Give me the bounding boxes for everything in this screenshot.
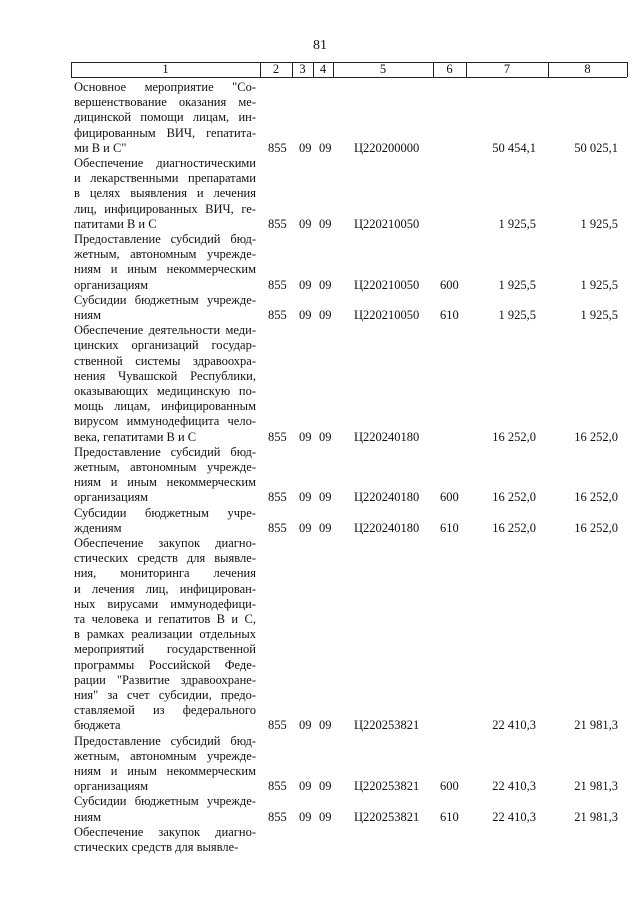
description-line: оказывающих медицинскую по-: [74, 384, 256, 398]
header-col-2: 2: [272, 62, 280, 76]
description-line: программы Российской Феде-: [74, 657, 256, 672]
description-line: цинских организаций государ-: [74, 338, 256, 353]
description-line: мероприятий государственной: [74, 642, 256, 657]
cell-c7: 1 925,5: [498, 216, 536, 231]
cell-c3: 09: [299, 718, 312, 733]
description-line: организациям: [74, 779, 149, 794]
table-row: [0, 80, 640, 156]
description-line: жетным, автономным учрежде-: [74, 748, 256, 763]
table-row: [0, 323, 640, 445]
cell-c8: 1 925,5: [580, 307, 618, 322]
header-col-6: 6: [446, 62, 453, 76]
description-line: Обеспечение закупок диагно-: [74, 536, 256, 550]
description-line: Субсидии бюджетным учре-: [74, 505, 256, 520]
cell-c6: 610: [440, 307, 459, 322]
description-line: Предоставление субсидий бюд-: [74, 733, 256, 748]
header-col-5: 5: [379, 62, 387, 76]
cell-c4: 09: [319, 809, 332, 824]
page-number: 81: [313, 38, 327, 53]
description-line: вершенствование оказания ме-: [74, 95, 256, 110]
cell-c4: 09: [319, 490, 332, 505]
description-line: организациям: [74, 490, 149, 505]
cell-c8: 1 925,5: [580, 216, 618, 231]
header-bottom-border: [71, 77, 627, 78]
description-line: века, гепатитами В и С: [74, 429, 197, 444]
description-line: ных вирусами иммунодефици-: [74, 596, 256, 611]
description-line: патитами В и С: [74, 216, 157, 231]
cell-c6: 610: [440, 520, 459, 535]
cell-c5: Ц220240180: [354, 429, 420, 444]
cell-c5: Ц220210050: [354, 216, 420, 231]
cell-c7: 1 925,5: [498, 277, 536, 292]
cell-c2: 855: [268, 277, 287, 292]
cell-c2: 855: [268, 809, 287, 824]
header-divider: [627, 62, 628, 77]
description-line: ми В и С": [74, 140, 127, 155]
description-line: ждениям: [74, 520, 122, 535]
cell-c3: 09: [299, 216, 312, 231]
header-col-8: 8: [584, 62, 591, 76]
cell-c4: 09: [319, 520, 332, 535]
table-row: [0, 536, 640, 734]
row-description: [74, 323, 256, 445]
description-line: вирусом иммунодефицита чело-: [74, 414, 256, 429]
row-description: [74, 825, 256, 855]
description-line: ниям и иным некоммерческим: [74, 764, 256, 778]
description-line: ственной системы здравоохра-: [74, 353, 256, 368]
description-line: лиц, инфицированных ВИЧ, ге-: [74, 201, 256, 216]
description-line: ния" за счет субсидии, предо-: [74, 688, 256, 703]
description-line: стических средств для выявле-: [74, 840, 239, 854]
row-description: [74, 794, 256, 824]
description-line: фицированным ВИЧ, гепатита-: [74, 125, 256, 140]
row-description: [74, 506, 256, 536]
cell-c4: 09: [319, 718, 332, 733]
cell-c4: 09: [319, 216, 332, 231]
cell-c2: 855: [268, 779, 287, 794]
description-line: ниям: [74, 809, 102, 824]
description-line: стических средств для выявле-: [74, 551, 256, 566]
cell-c5: Ц220210050: [354, 277, 420, 292]
table-row: [0, 232, 640, 293]
description-line: Обеспечение диагностическими: [74, 156, 256, 170]
description-line: та человека и гепатитов В и С,: [74, 612, 256, 627]
cell-c2: 855: [268, 490, 287, 505]
row-description: [74, 80, 256, 156]
cell-c5: Ц220253821: [354, 779, 420, 794]
description-line: бюджета: [74, 718, 121, 733]
cell-c6: 610: [440, 809, 459, 824]
cell-c5: Ц220240180: [354, 520, 420, 535]
cell-c5: Ц220200000: [354, 140, 420, 155]
cell-c5: Ц220253821: [354, 809, 420, 824]
cell-c6: 600: [440, 490, 459, 505]
cell-c7: 22 410,3: [492, 809, 536, 824]
cell-c3: 09: [299, 429, 312, 444]
cell-c3: 09: [299, 520, 312, 535]
cell-c4: 09: [319, 140, 332, 155]
cell-c4: 09: [319, 779, 332, 794]
cell-c3: 09: [299, 307, 312, 322]
cell-c3: 09: [299, 490, 312, 505]
description-line: в целях выявления и лечения: [74, 186, 256, 201]
row-description: [74, 536, 256, 734]
description-line: ния, мониторинга лечения: [74, 566, 256, 581]
table-row: [0, 293, 640, 323]
description-line: жетным, автономным учрежде-: [74, 247, 256, 262]
description-line: ниям и иным некоммерческим: [74, 262, 256, 277]
cell-c6: 600: [440, 277, 459, 292]
description-line: Предоставление субсидий бюд-: [74, 232, 256, 246]
table-row: [0, 825, 640, 855]
cell-c3: 09: [299, 779, 312, 794]
header-col-4: 4: [319, 62, 327, 76]
description-line: ниям и иным некоммерческим: [74, 475, 256, 490]
table-row: [0, 506, 640, 536]
table-row: [0, 445, 640, 506]
cell-c2: 855: [268, 140, 287, 155]
description-line: Обеспечение закупок диагно-: [74, 824, 256, 839]
description-line: нения Чувашской Республики,: [74, 368, 256, 383]
cell-c8: 21 981,3: [574, 779, 618, 794]
row-description: [74, 232, 256, 293]
description-line: Предоставление субсидий бюд-: [74, 444, 256, 459]
cell-c5: Ц220240180: [354, 490, 420, 505]
cell-c7: 16 252,0: [492, 520, 536, 535]
cell-c2: 855: [268, 307, 287, 322]
cell-c3: 09: [299, 809, 312, 824]
cell-c3: 09: [299, 140, 312, 155]
cell-c7: 50 454,1: [492, 140, 536, 155]
row-description: [74, 734, 256, 795]
cell-c8: 16 252,0: [574, 429, 618, 444]
description-line: жетным, автономным учрежде-: [74, 460, 256, 474]
description-line: рации "Развитие здравоохране-: [74, 672, 256, 687]
description-line: и лекарственными препаратами: [74, 171, 256, 186]
cell-c2: 855: [268, 216, 287, 231]
row-description: [74, 293, 256, 323]
cell-c7: 16 252,0: [492, 490, 536, 505]
row-description: [74, 156, 256, 232]
cell-c8: 21 981,3: [574, 718, 618, 733]
description-line: мощь лицам, инфицированным: [74, 399, 256, 414]
table-row: [0, 156, 640, 232]
cell-c7: 1 925,5: [498, 307, 536, 322]
cell-c4: 09: [319, 277, 332, 292]
header-col-3: 3: [299, 62, 306, 76]
cell-c8: 16 252,0: [574, 520, 618, 535]
description-line: Субсидии бюджетным учрежде-: [74, 794, 256, 809]
cell-c8: 1 925,5: [580, 277, 618, 292]
cell-c3: 09: [299, 277, 312, 292]
description-line: Субсидии бюджетным учрежде-: [74, 292, 256, 307]
table-row: [0, 734, 640, 795]
row-description: [74, 445, 256, 506]
cell-c5: Ц220253821: [354, 718, 420, 733]
description-line: ставляемой из федерального: [74, 703, 256, 718]
description-line: и лечения лиц, инфицирован-: [74, 581, 256, 596]
cell-c6: 600: [440, 779, 459, 794]
cell-c2: 855: [268, 520, 287, 535]
cell-c2: 855: [268, 718, 287, 733]
cell-c8: 21 981,3: [574, 809, 618, 824]
description-line: в рамках реализации отдельных: [74, 627, 256, 642]
header-col-7: 7: [503, 62, 511, 76]
cell-c7: 22 410,3: [492, 779, 536, 794]
description-line: Основное мероприятие "Со-: [74, 80, 256, 94]
description-line: ниям: [74, 308, 102, 322]
cell-c8: 50 025,1: [574, 140, 618, 155]
table-row: [0, 794, 640, 824]
cell-c4: 09: [319, 307, 332, 322]
cell-c7: 22 410,3: [492, 718, 536, 733]
cell-c8: 16 252,0: [574, 490, 618, 505]
cell-c4: 09: [319, 429, 332, 444]
cell-c5: Ц220210050: [354, 307, 420, 322]
description-line: дицинской помощи лицам, ин-: [74, 110, 256, 125]
cell-c7: 16 252,0: [492, 429, 536, 444]
description-line: Обеспечение деятельности меди-: [74, 323, 256, 338]
header-col-1: 1: [162, 62, 169, 76]
cell-c2: 855: [268, 429, 287, 444]
description-line: организациям: [74, 277, 149, 292]
